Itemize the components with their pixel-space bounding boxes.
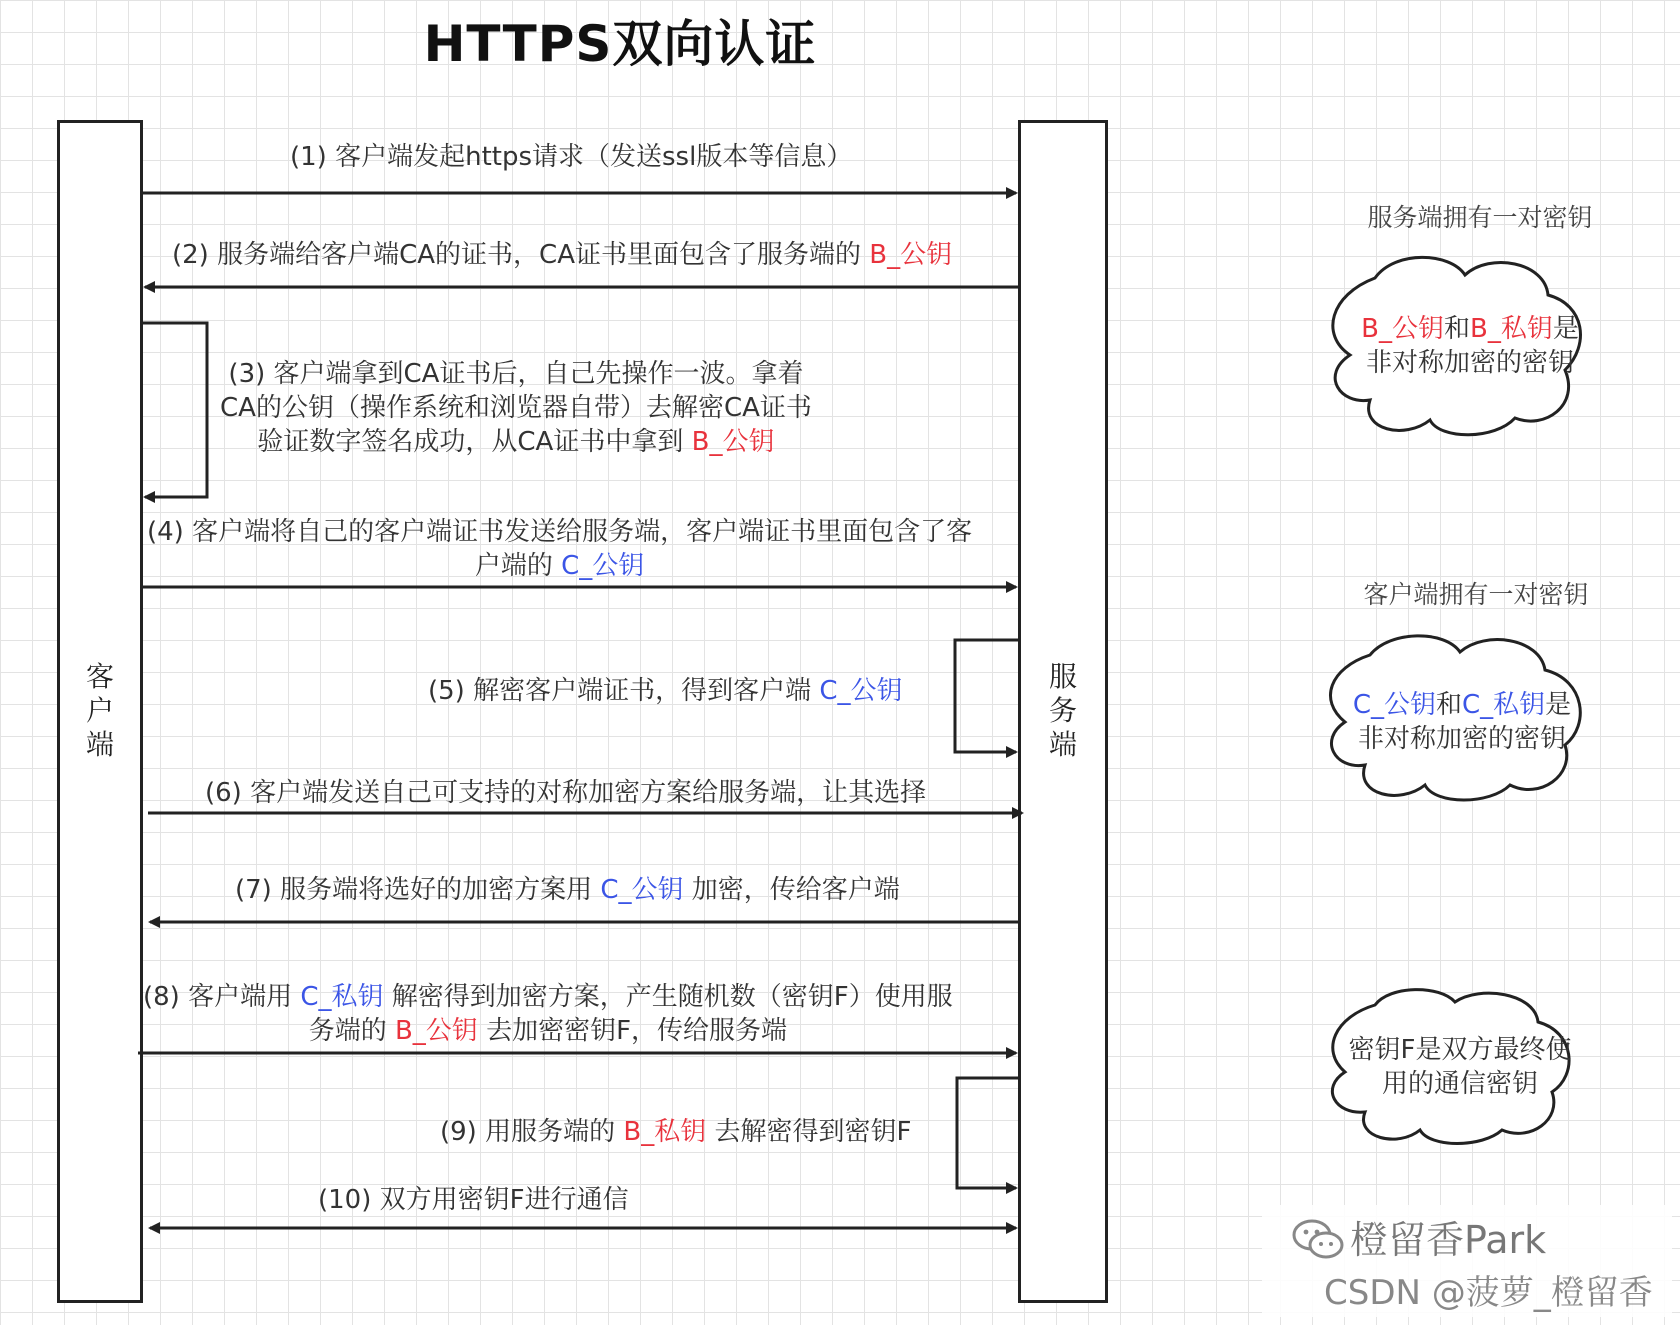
server-keys-cloud-text: B_公钥和B_私钥是 非对称加密的密钥 (1361, 314, 1579, 378)
watermark-account: 橙留香Park (1350, 1218, 1547, 1262)
diagram-title: HTTPS双向认证 (423, 15, 817, 73)
watermark-csdn: CSDN @菠萝_橙留香 (1324, 1273, 1653, 1313)
wechat-icon (1290, 1217, 1346, 1261)
message-5: (5) 解密客户端证书，得到客户端 C_公钥 (428, 676, 903, 706)
key-c-public: C_公钥 (600, 875, 684, 905)
message-7: (7) 服务端将选好的加密方案用 C_公钥 加密，传给客户端 (235, 875, 900, 905)
key-b-public: B_公钥 (394, 1016, 478, 1046)
message-10: (10) 双方用密钥F进行通信 (318, 1185, 629, 1215)
client-keys-cloud-text: C_公钥和C_私钥是 非对称加密的密钥 (1352, 690, 1572, 754)
message-4: (4) 客户端将自己的客户端证书发送给服务端，客户端证书里面包含了客 户端的 C_公钥 (147, 517, 973, 581)
client-label: 客 户 端 (85, 660, 114, 761)
message-6: (6) 客户端发送自己可支持的对称加密方案给服务端，让其选择 (205, 778, 927, 808)
key-b-public: B_公钥 (691, 427, 775, 457)
key-b-private: B_私钥 (623, 1117, 707, 1147)
arrow-9-self (957, 1078, 1018, 1188)
watermark (1262, 1205, 1672, 1317)
message-1: (1) 客户端发起https请求（发送ssl版本等信息） (290, 142, 853, 172)
arrow-5-self (955, 640, 1018, 752)
message-3: (3) 客户端拿到CA证书后，自己先操作一波。拿着 CA的公钥（操作系统和浏览器自带）去解密CA证书 验证数字签名成功，从CA证书中拿到 B_公钥 (220, 359, 812, 457)
message-8: (8) 客户端用 C_私钥 解密得到加密方案，产生随机数（密钥F）使用服 务端的 B_公钥 去加密密钥F，传给服务端 (143, 982, 953, 1046)
key-c-public: C_公钥 (561, 551, 645, 581)
server-label: 服 务 端 (1048, 660, 1077, 761)
server-keys-heading: 服务端拥有一对密钥 (1367, 203, 1593, 232)
message-2: (2) 服务端给客户端CA的证书，CA证书里面包含了服务端的 B_公钥 (172, 240, 953, 270)
key-b-public: B_公钥 (869, 240, 953, 270)
message-9: (9) 用服务端的 B_私钥 去解密得到密钥F (440, 1117, 912, 1147)
session-key-cloud-text: 密钥F是双方最终使 用的通信密钥 (1348, 1035, 1572, 1099)
key-c-public: C_公钥 (819, 676, 903, 706)
key-c-private: C_私钥 (300, 982, 384, 1012)
arrow-3-self (143, 323, 207, 497)
client-keys-heading: 客户端拥有一对密钥 (1363, 580, 1589, 609)
